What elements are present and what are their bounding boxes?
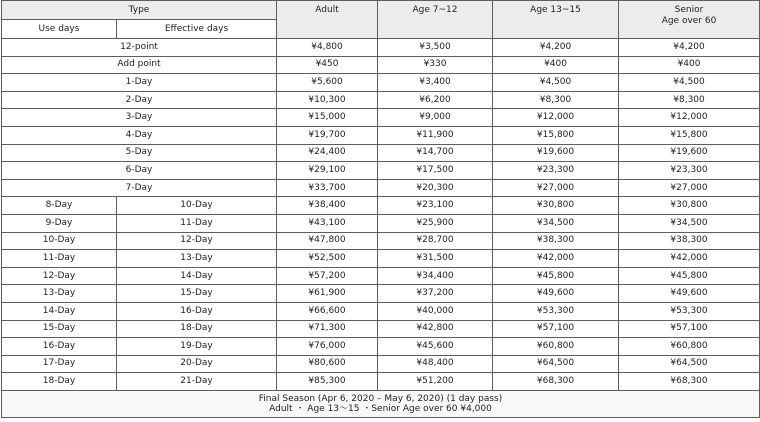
price-cell-adult: ¥29,100 [277, 162, 378, 180]
table-row [2, 338, 760, 356]
type-header: Type [2, 1, 277, 20]
price-cell-age-13-15: ¥30,800 [493, 197, 619, 215]
price-cell-senior: ¥23,300 [619, 162, 760, 180]
ticket-type-cell: 6-Day [2, 162, 277, 180]
price-cell-age-13-15: ¥42,000 [493, 250, 619, 268]
price-cell-senior: ¥64,500 [619, 355, 760, 373]
price-cell-age-7-12: ¥28,700 [378, 232, 493, 250]
price-cell-age-13-15: ¥64,500 [493, 355, 619, 373]
effective-days-cell: 16-Day [117, 302, 277, 320]
price-cell-senior: ¥4,500 [619, 74, 760, 92]
age-7-12-header: Age 7~12 [378, 1, 493, 39]
senior-header [619, 1, 760, 39]
price-cell-senior: ¥42,000 [619, 250, 760, 268]
use-days-cell: 16-Day [2, 338, 117, 356]
price-cell-senior: ¥34,500 [619, 214, 760, 232]
ticket-type-cell: 7-Day [2, 179, 277, 197]
price-cell-adult: ¥57,200 [277, 267, 378, 285]
table-row [2, 39, 760, 57]
price-cell-age-13-15: ¥4,500 [493, 74, 619, 92]
table-row [2, 355, 760, 373]
price-cell-senior: ¥45,800 [619, 267, 760, 285]
price-cell-age-7-12: ¥3,500 [378, 39, 493, 57]
final-season-line2: Adult ・ Age 13～15 ・Senior Age over 60 ¥4,000 [269, 403, 492, 414]
price-cell-age-7-12: ¥40,000 [378, 302, 493, 320]
price-cell-senior: ¥57,100 [619, 320, 760, 338]
use-days-cell: 9-Day [2, 214, 117, 232]
price-cell-age-7-12: ¥9,000 [378, 109, 493, 127]
table-row [2, 126, 760, 144]
effective-days-cell: 10-Day [117, 197, 277, 215]
table-row [2, 232, 760, 250]
price-cell-adult: ¥19,700 [277, 126, 378, 144]
header-row [2, 1, 760, 20]
price-cell-senior: ¥400 [619, 56, 760, 74]
price-cell-age-7-12: ¥48,400 [378, 355, 493, 373]
price-cell-adult: ¥52,500 [277, 250, 378, 268]
price-cell-age-7-12: ¥37,200 [378, 285, 493, 303]
price-cell-age-13-15: ¥23,300 [493, 162, 619, 180]
price-cell-age-7-12: ¥14,700 [378, 144, 493, 162]
ticket-type-cell: 4-Day [2, 126, 277, 144]
price-cell-senior: ¥19,600 [619, 144, 760, 162]
table-row [2, 179, 760, 197]
table-row [2, 250, 760, 268]
effective-days-cell: 19-Day [117, 338, 277, 356]
price-cell-age-7-12: ¥45,600 [378, 338, 493, 356]
price-cell-senior: ¥15,800 [619, 126, 760, 144]
final-season-note [2, 390, 760, 417]
price-cell-adult: ¥43,100 [277, 214, 378, 232]
senior-header-line2: Age over 60 [661, 16, 717, 26]
price-cell-senior: ¥12,000 [619, 109, 760, 127]
price-cell-age-7-12: ¥51,200 [378, 373, 493, 391]
use-days-cell: 10-Day [2, 232, 117, 250]
table-row [2, 197, 760, 215]
table-row [2, 109, 760, 127]
price-cell-senior: ¥8,300 [619, 91, 760, 109]
price-cell-age-13-15: ¥53,300 [493, 302, 619, 320]
price-cell-age-13-15: ¥68,300 [493, 373, 619, 391]
price-cell-age-7-12: ¥23,100 [378, 197, 493, 215]
table-row [2, 302, 760, 320]
effective-days-cell: 15-Day [117, 285, 277, 303]
table-row [2, 320, 760, 338]
ticket-type-cell: 1-Day [2, 74, 277, 92]
price-cell-age-7-12: ¥42,800 [378, 320, 493, 338]
price-cell-age-13-15: ¥45,800 [493, 267, 619, 285]
price-cell-age-13-15: ¥34,500 [493, 214, 619, 232]
price-cell-adult: ¥450 [277, 56, 378, 74]
price-cell-adult: ¥71,300 [277, 320, 378, 338]
price-cell-senior: ¥38,300 [619, 232, 760, 250]
price-cell-age-13-15: ¥49,600 [493, 285, 619, 303]
price-cell-senior: ¥53,300 [619, 302, 760, 320]
price-cell-age-7-12: ¥25,900 [378, 214, 493, 232]
ticket-type-cell: Add point [2, 56, 277, 74]
use-days-cell: 17-Day [2, 355, 117, 373]
price-cell-age-13-15: ¥27,000 [493, 179, 619, 197]
price-cell-age-13-15: ¥38,300 [493, 232, 619, 250]
use-days-cell: 15-Day [2, 320, 117, 338]
table-row [2, 285, 760, 303]
price-cell-adult: ¥15,000 [277, 109, 378, 127]
price-cell-adult: ¥80,600 [277, 355, 378, 373]
price-cell-adult: ¥66,600 [277, 302, 378, 320]
price-cell-adult: ¥5,600 [277, 74, 378, 92]
price-cell-adult: ¥85,300 [277, 373, 378, 391]
price-cell-age-7-12: ¥3,400 [378, 74, 493, 92]
effective-days-cell: 12-Day [117, 232, 277, 250]
price-table [1, 0, 760, 418]
effective-days-cell: 21-Day [117, 373, 277, 391]
effective-days-cell: 13-Day [117, 250, 277, 268]
ticket-type-cell: 3-Day [2, 109, 277, 127]
price-cell-age-13-15: ¥19,600 [493, 144, 619, 162]
ticket-type-cell: 12-point [2, 39, 277, 57]
price-cell-adult: ¥10,300 [277, 91, 378, 109]
effective-days-header: Effective days [117, 20, 277, 39]
price-cell-age-13-15: ¥4,200 [493, 39, 619, 57]
price-cell-senior: ¥30,800 [619, 197, 760, 215]
effective-days-cell: 14-Day [117, 267, 277, 285]
price-cell-age-13-15: ¥12,000 [493, 109, 619, 127]
use-days-cell: 11-Day [2, 250, 117, 268]
price-cell-age-7-12: ¥31,500 [378, 250, 493, 268]
price-cell-age-7-12: ¥34,400 [378, 267, 493, 285]
price-cell-senior: ¥68,300 [619, 373, 760, 391]
use-days-cell: 8-Day [2, 197, 117, 215]
price-cell-age-13-15: ¥60,800 [493, 338, 619, 356]
ticket-type-cell: 5-Day [2, 144, 277, 162]
footer-row [2, 390, 760, 417]
effective-days-cell: 11-Day [117, 214, 277, 232]
price-cell-adult: ¥61,900 [277, 285, 378, 303]
use-days-cell: 13-Day [2, 285, 117, 303]
price-cell-age-7-12: ¥6,200 [378, 91, 493, 109]
price-cell-age-7-12: ¥330 [378, 56, 493, 74]
price-cell-adult: ¥76,000 [277, 338, 378, 356]
price-cell-senior: ¥60,800 [619, 338, 760, 356]
senior-header-line1: Senior [674, 5, 704, 15]
price-cell-age-7-12: ¥17,500 [378, 162, 493, 180]
table-row [2, 91, 760, 109]
price-cell-age-13-15: ¥8,300 [493, 91, 619, 109]
price-cell-age-13-15: ¥57,100 [493, 320, 619, 338]
price-cell-senior: ¥49,600 [619, 285, 760, 303]
effective-days-cell: 20-Day [117, 355, 277, 373]
price-cell-age-13-15: ¥400 [493, 56, 619, 74]
price-cell-adult: ¥33,700 [277, 179, 378, 197]
use-days-cell: 12-Day [2, 267, 117, 285]
table-row [2, 144, 760, 162]
table-row [2, 373, 760, 391]
table-row [2, 56, 760, 74]
use-days-cell: 14-Day [2, 302, 117, 320]
final-season-line1: Final Season (Apr 6, 2020 – May 6, 2020) (1 day pass) [258, 393, 503, 404]
price-cell-age-7-12: ¥11,900 [378, 126, 493, 144]
effective-days-cell: 18-Day [117, 320, 277, 338]
use-days-cell: 18-Day [2, 373, 117, 391]
adult-header: Adult [277, 1, 378, 39]
ticket-type-cell: 2-Day [2, 91, 277, 109]
table-row [2, 162, 760, 180]
price-cell-senior: ¥4,200 [619, 39, 760, 57]
table-row [2, 214, 760, 232]
age-13-15-header: Age 13~15 [493, 1, 619, 39]
price-cell-senior: ¥27,000 [619, 179, 760, 197]
price-cell-age-7-12: ¥20,300 [378, 179, 493, 197]
table-row [2, 267, 760, 285]
use-days-header: Use days [2, 20, 117, 39]
price-cell-adult: ¥38,400 [277, 197, 378, 215]
table-row [2, 74, 760, 92]
price-cell-adult: ¥47,800 [277, 232, 378, 250]
price-cell-adult: ¥4,800 [277, 39, 378, 57]
price-cell-adult: ¥24,400 [277, 144, 378, 162]
price-cell-age-13-15: ¥15,800 [493, 126, 619, 144]
